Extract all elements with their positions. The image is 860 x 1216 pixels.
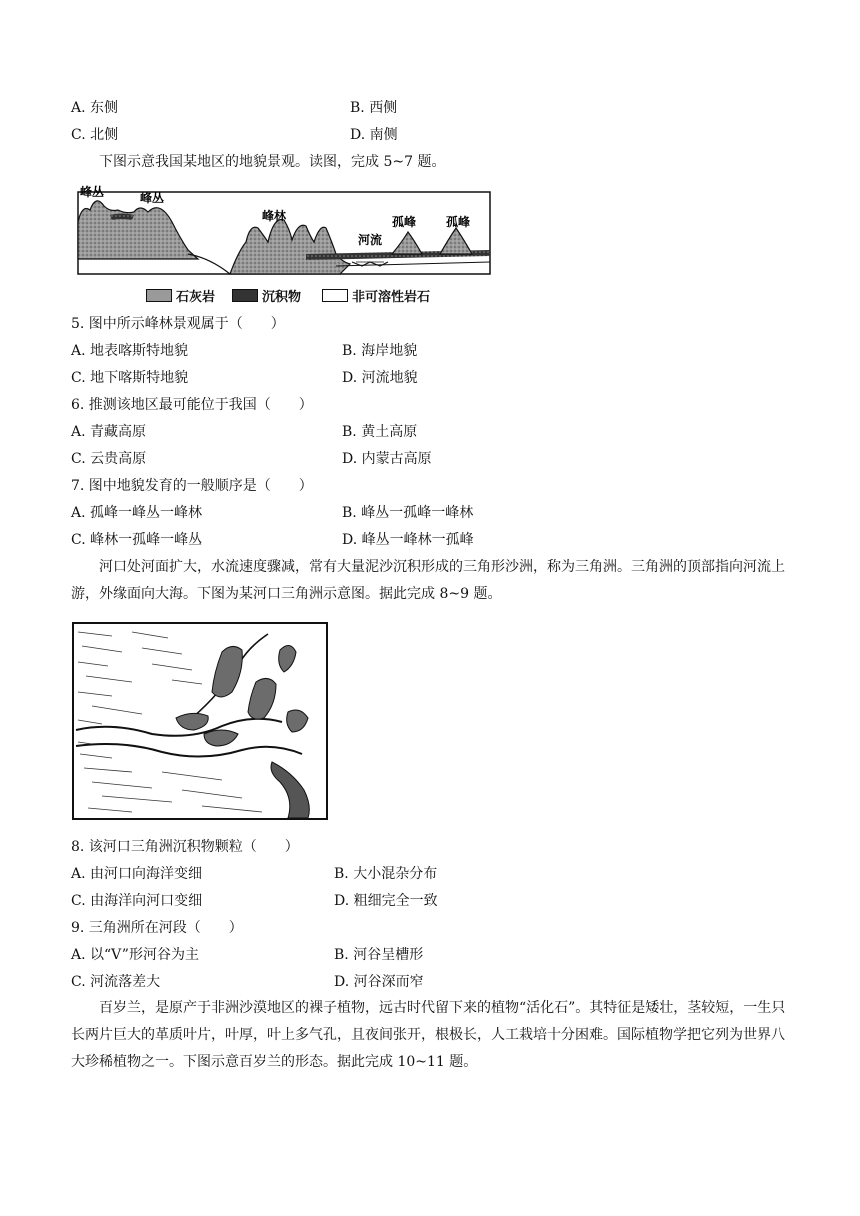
q5-option-d: D. 河流地貌: [342, 370, 418, 386]
q6-option-b: B. 黄土高原: [342, 424, 418, 440]
legend-limestone-label: 石灰岩: [176, 290, 216, 305]
label-peak-cluster-2: 峰丛: [140, 191, 165, 205]
legend-sediment-label: 沉积物: [262, 290, 302, 305]
q8-option-c: C. 由海洋向河口变细: [71, 893, 203, 909]
q6-stem: 6. 推测该地区最可能位于我国（ ）: [71, 397, 313, 413]
intro-8-9: 河口处河面扩大，水流速度骤减，常有大量泥沙沉积形成的三角形沙洲，称为三角洲。三角洲的顶部指向河流上游，外缘面向大海。下图为某河口三角洲示意图。据此完成 8~9 题。: [71, 559, 785, 602]
q9-option-a: A. 以“V”形河谷为主: [71, 947, 199, 963]
q5-option-a: A. 地表喀斯特地貌: [71, 343, 189, 359]
q5-option-c: C. 地下喀斯特地貌: [71, 370, 189, 386]
label-peak-forest: 峰林: [262, 209, 287, 223]
q7-option-b: B. 峰丛一孤峰一峰林: [342, 505, 474, 521]
q9-option-b: B. 河谷呈槽形: [334, 947, 424, 963]
q8-option-b: B. 大小混杂分布: [334, 866, 438, 882]
label-lone-peak-1: 孤峰: [392, 215, 417, 229]
delta-figure: [72, 622, 328, 820]
landform-cross-section-figure: [70, 182, 500, 282]
q8-option-d: D. 粗细完全一致: [334, 893, 438, 909]
q7-option-d: D. 峰丛一峰林一孤峰: [342, 532, 474, 548]
q8-option-a: A. 由河口向海洋变细: [71, 866, 203, 882]
q6-option-c: C. 云贵高原: [71, 451, 147, 467]
q4-option-c: C. 北侧: [71, 127, 119, 143]
legend-sediment-swatch: [232, 289, 258, 302]
q9-stem: 9. 三角洲所在河段（ ）: [71, 920, 243, 936]
q8-stem: 8. 该河口三角洲沉积物颗粒（ ）: [71, 839, 299, 855]
q7-option-a: A. 孤峰一峰丛一峰林: [71, 505, 203, 521]
q9-option-d: D. 河谷深而窄: [334, 974, 424, 990]
label-river: 河流: [358, 233, 383, 247]
q4-option-b: B. 西侧: [350, 100, 398, 116]
q5-stem: 5. 图中所示峰林景观属于（ ）: [71, 316, 285, 332]
legend-sediment: [232, 286, 301, 305]
legend-insoluble-label: 非可溶性岩石: [352, 290, 431, 305]
q6-option-a: A. 青藏高原: [71, 424, 147, 440]
q7-option-c: C. 峰林一孤峰一峰丛: [71, 532, 203, 548]
intro-10-11: 百岁兰，是原产于非洲沙漠地区的裸子植物，远古时代留下来的植物“活化石”。其特征是矮壮，茎较短，一生只长两片巨大的革质叶片，叶厚，叶上多气孔，且夜间张开，根极长，人工栽培十分困难。国际植物学把它列为世界八大珍稀植物之一。下图示意百岁兰的形态。据此完成 10~11 题。: [71, 1000, 786, 1070]
q4-option-d: D. 南侧: [350, 127, 398, 143]
label-peak-cluster-1: 峰丛: [80, 185, 105, 199]
legend-limestone: [146, 286, 215, 305]
legend-insoluble-swatch: [322, 289, 348, 302]
legend-limestone-swatch: [146, 289, 172, 302]
q7-stem: 7. 图中地貌发育的一般顺序是（ ）: [71, 478, 313, 494]
intro-5-7: 下图示意我国某地区的地貌景观。读图，完成 5~7 题。: [99, 154, 446, 170]
q6-option-d: D. 内蒙古高原: [342, 451, 432, 467]
label-lone-peak-2: 孤峰: [446, 215, 471, 229]
legend-insoluble: [322, 286, 430, 305]
q9-option-c: C. 河流落差大: [71, 974, 161, 990]
q4-option-a: A. 东侧: [71, 100, 119, 116]
q5-option-b: B. 海岸地貌: [342, 343, 418, 359]
